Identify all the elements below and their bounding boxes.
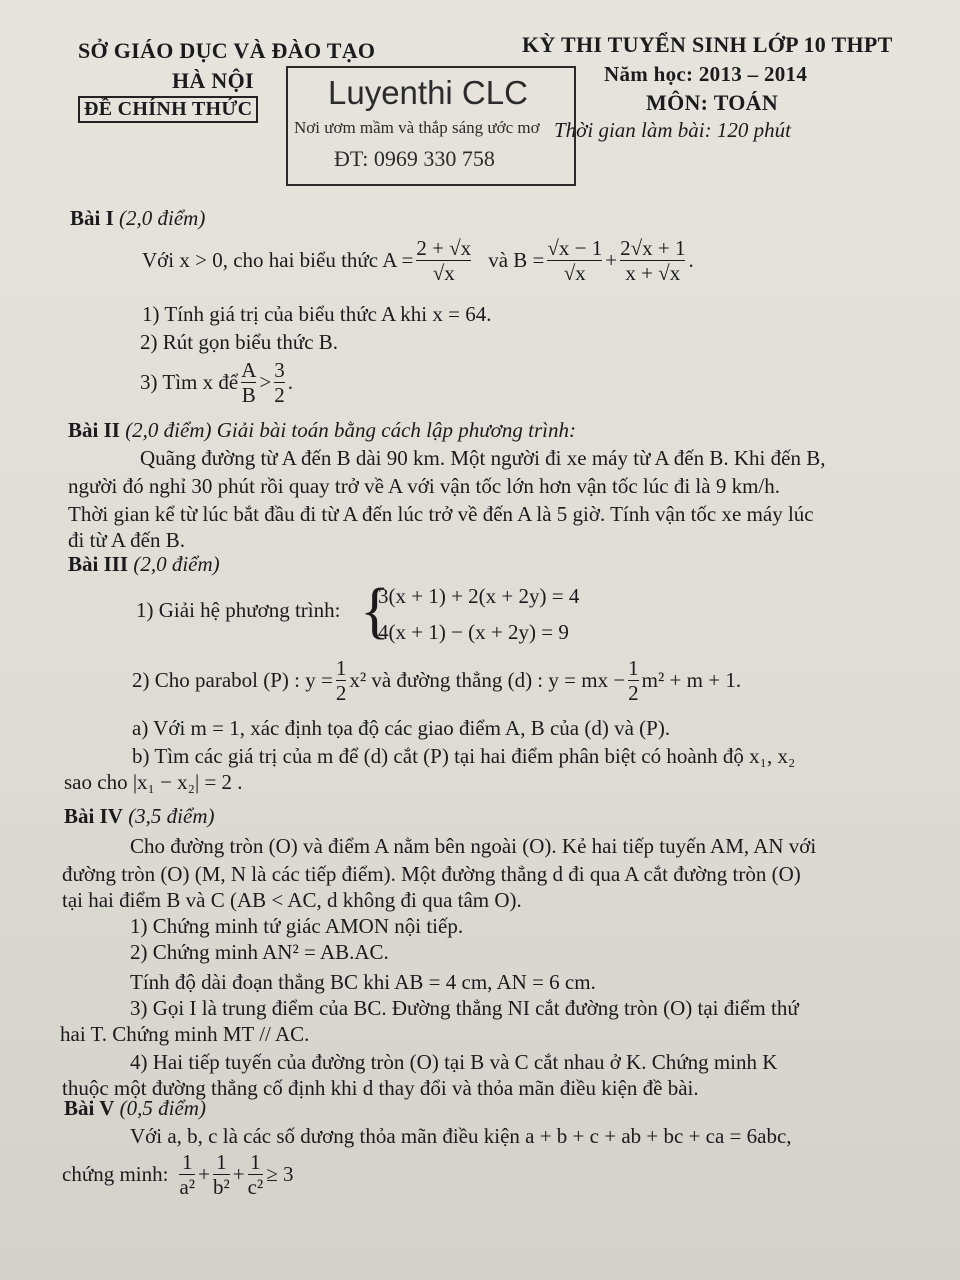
bai1-expressions (142, 236, 694, 285)
fraction-b2 (620, 236, 685, 285)
bai4-title: Bài IV (64, 804, 123, 828)
bai3-q2-mid: x² và đường thẳng (d) : y = mx − (349, 668, 626, 693)
bai2-title: Bài II (68, 418, 120, 442)
fraction-numerator: 1 (335, 656, 347, 680)
bai5-prove: chứng minh: (62, 1162, 169, 1187)
fraction-denominator: 2 (628, 681, 639, 706)
exam-title: KỲ THI TUYỂN SINH LỚP 10 THPT (522, 32, 893, 57)
fraction-one-over-b-squared (213, 1150, 230, 1199)
bai3-title: Bài III (68, 552, 129, 576)
fraction-denominator: a² (179, 1175, 196, 1200)
bai4-question-1: 1) Chứng minh tứ giác AMON nội tiếp. (130, 914, 464, 938)
fraction-one-over-c-squared (248, 1150, 264, 1199)
bai5-heading (64, 1096, 206, 1121)
fraction-denominator: c² (247, 1175, 264, 1200)
bai2-heading (68, 418, 576, 443)
fraction-b1-denominator: √x (547, 260, 602, 285)
fraction-a-over-b (241, 358, 256, 407)
fraction-a (416, 236, 471, 285)
fraction-one-half (628, 656, 639, 705)
fraction-numerator: 1 (216, 1150, 227, 1174)
bai1-question-2: 2) Rút gọn biểu thức B. (140, 330, 339, 354)
bai3-q2-end: m² + m + 1. (641, 668, 742, 693)
fraction-one-over-a-squared (179, 1150, 195, 1199)
bai2-points: (2,0 điểm) (125, 418, 212, 442)
greater-than: > (259, 370, 272, 395)
bai1-question-3 (140, 358, 293, 407)
bai4-points: (3,5 điểm) (128, 804, 215, 828)
stamp-phone: ĐT: 0969 330 758 (334, 146, 495, 171)
bai3-q2-prefix: 2) Cho parabol (P) : y = (132, 668, 333, 693)
bai4-line-2: đường tròn (O) (M, N là các tiếp điểm). Một đường thẳng d đi qua A cắt đường tròn (O) (62, 862, 801, 886)
department-name: SỞ GIÁO DỤC VÀ ĐÀO TẠO (78, 38, 376, 63)
fraction-numerator: 1 (182, 1150, 193, 1174)
bai3-question-1: 1) Giải hệ phương trình: (136, 598, 341, 622)
fraction-three-halves (274, 358, 285, 407)
greater-equal-three: ≥ 3 (266, 1162, 294, 1187)
fraction-numerator: A (241, 358, 257, 382)
bai4-question-2b: Tính độ dài đoạn thẳng BC khi AB = 4 cm, AN = 6 cm. (130, 970, 596, 994)
bai1-title: Bài I (70, 206, 114, 230)
bai1-and: và B = (488, 248, 545, 273)
fraction-one-half (336, 656, 347, 705)
bai5-inequality (62, 1150, 293, 1199)
fraction-numerator: 1 (250, 1150, 261, 1174)
stamp-name: Luyenthi CLC (328, 74, 528, 111)
bai1-intro: Với x > 0, cho hai biểu thức A = (142, 248, 414, 273)
official-label: ĐỀ CHÍNH THỨC (78, 96, 258, 123)
bai3-question-b: b) Tìm các giá trị của m để (d) cắt (P) tại hai điểm phân biệt có hoành độ x₁, x₂ (132, 744, 796, 768)
bai2-line-3: Thời gian kể từ lúc bắt đầu đi từ A đến lúc trở về đến A là 5 giờ. Tính vận tốc xe máy lúc (68, 502, 814, 526)
system-brace: { (360, 577, 390, 645)
watermark-stamp (286, 66, 576, 186)
bai3-heading (68, 552, 220, 577)
plus-sign: + (605, 248, 618, 273)
period: . (688, 248, 694, 273)
bai2-line-1: Quãng đường từ A đến B dài 90 km. Một người đi xe máy từ A đến B. Khi đến B, (140, 446, 826, 470)
plus-sign: + (232, 1162, 245, 1187)
fraction-b1-numerator: √x − 1 (547, 236, 603, 260)
bai1-question-1: 1) Tính giá trị của biểu thức A khi x = 64. (142, 302, 492, 326)
bai4-question-3: 3) Gọi I là trung điểm của BC. Đường thẳng NI cắt đường tròn (O) tại điểm thứ (130, 996, 799, 1020)
bai4-question-2: 2) Chứng minh AN² = AB.AC. (130, 940, 389, 964)
bai5-line-1: Với a, b, c là các số dương thỏa mãn điều kiện a + b + c + ab + bc + ca = 6abc, (130, 1124, 792, 1148)
bai3-question-2 (132, 656, 741, 705)
bai3-question-a: a) Với m = 1, xác định tọa độ các giao điểm A, B của (d) và (P). (132, 716, 671, 740)
bai5-points: (0,5 điểm) (119, 1096, 206, 1120)
fraction-numerator: 1 (628, 656, 639, 680)
bai5-title: Bài V (64, 1096, 115, 1120)
school-year: Năm học: 2013 – 2014 (604, 62, 808, 86)
bai3-question-b-cont: sao cho |x₁ − x₂| = 2 . (64, 770, 243, 794)
fraction-denominator: 2 (335, 681, 347, 706)
subject: MÔN: TOÁN (646, 90, 779, 115)
fraction-denominator: b² (212, 1175, 230, 1200)
fraction-b2-numerator: 2√x + 1 (620, 236, 686, 260)
period: . (287, 370, 293, 395)
fraction-b2-denominator: x + √x (620, 260, 685, 285)
bai4-question-3-cont: hai T. Chứng minh MT // AC. (60, 1022, 310, 1046)
fraction-denominator: B (241, 383, 256, 408)
bai4-question-4-cont: thuộc một đường thẳng cố định khi d thay đổi và thỏa mãn điều kiện đề bài. (62, 1076, 699, 1100)
fraction-a-denominator: √x (416, 260, 471, 285)
bai2-task: Giải bài toán bằng cách lập phương trình: (216, 418, 576, 442)
equation-1: 3(x + 1) + 2(x + 2y) = 4 (378, 584, 580, 608)
bai4-line-3: tại hai điểm B và C (AB < AC, d không đi qua tâm O). (62, 888, 522, 912)
fraction-b1 (547, 236, 602, 285)
bai1-heading (70, 206, 205, 231)
bai4-heading (64, 804, 215, 829)
equation-2: 4(x + 1) − (x + 2y) = 9 (378, 620, 569, 644)
fraction-denominator: 2 (274, 383, 285, 408)
plus-sign: + (198, 1162, 210, 1187)
fraction-numerator: 3 (274, 358, 285, 382)
bai4-question-4: 4) Hai tiếp tuyến của đường tròn (O) tại B và C cắt nhau ở K. Chứng minh K (130, 1050, 778, 1074)
stamp-slogan: Nơi ươm mầm và thắp sáng ước mơ (294, 118, 540, 137)
bai4-line-1: Cho đường tròn (O) và điểm A nằm bên ngoài (O). Kẻ hai tiếp tuyến AM, AN với (130, 834, 817, 858)
bai1-points: (2,0 điểm) (119, 206, 206, 230)
fraction-a-numerator: 2 + √x (416, 236, 472, 260)
bai2-line-2: người đó nghỉ 30 phút rồi quay trở về A với vận tốc lớn hơn vận tốc lúc đi là 9 km/h. (68, 474, 780, 498)
bai1-q3-prefix: 3) Tìm x để (140, 370, 239, 395)
city-name: HÀ NỘI (172, 68, 254, 93)
time-allowed: Thời gian làm bài: 120 phút (554, 118, 791, 142)
bai3-points: (2,0 điểm) (133, 552, 220, 576)
bai2-line-4: đi từ A đến B. (68, 528, 185, 552)
